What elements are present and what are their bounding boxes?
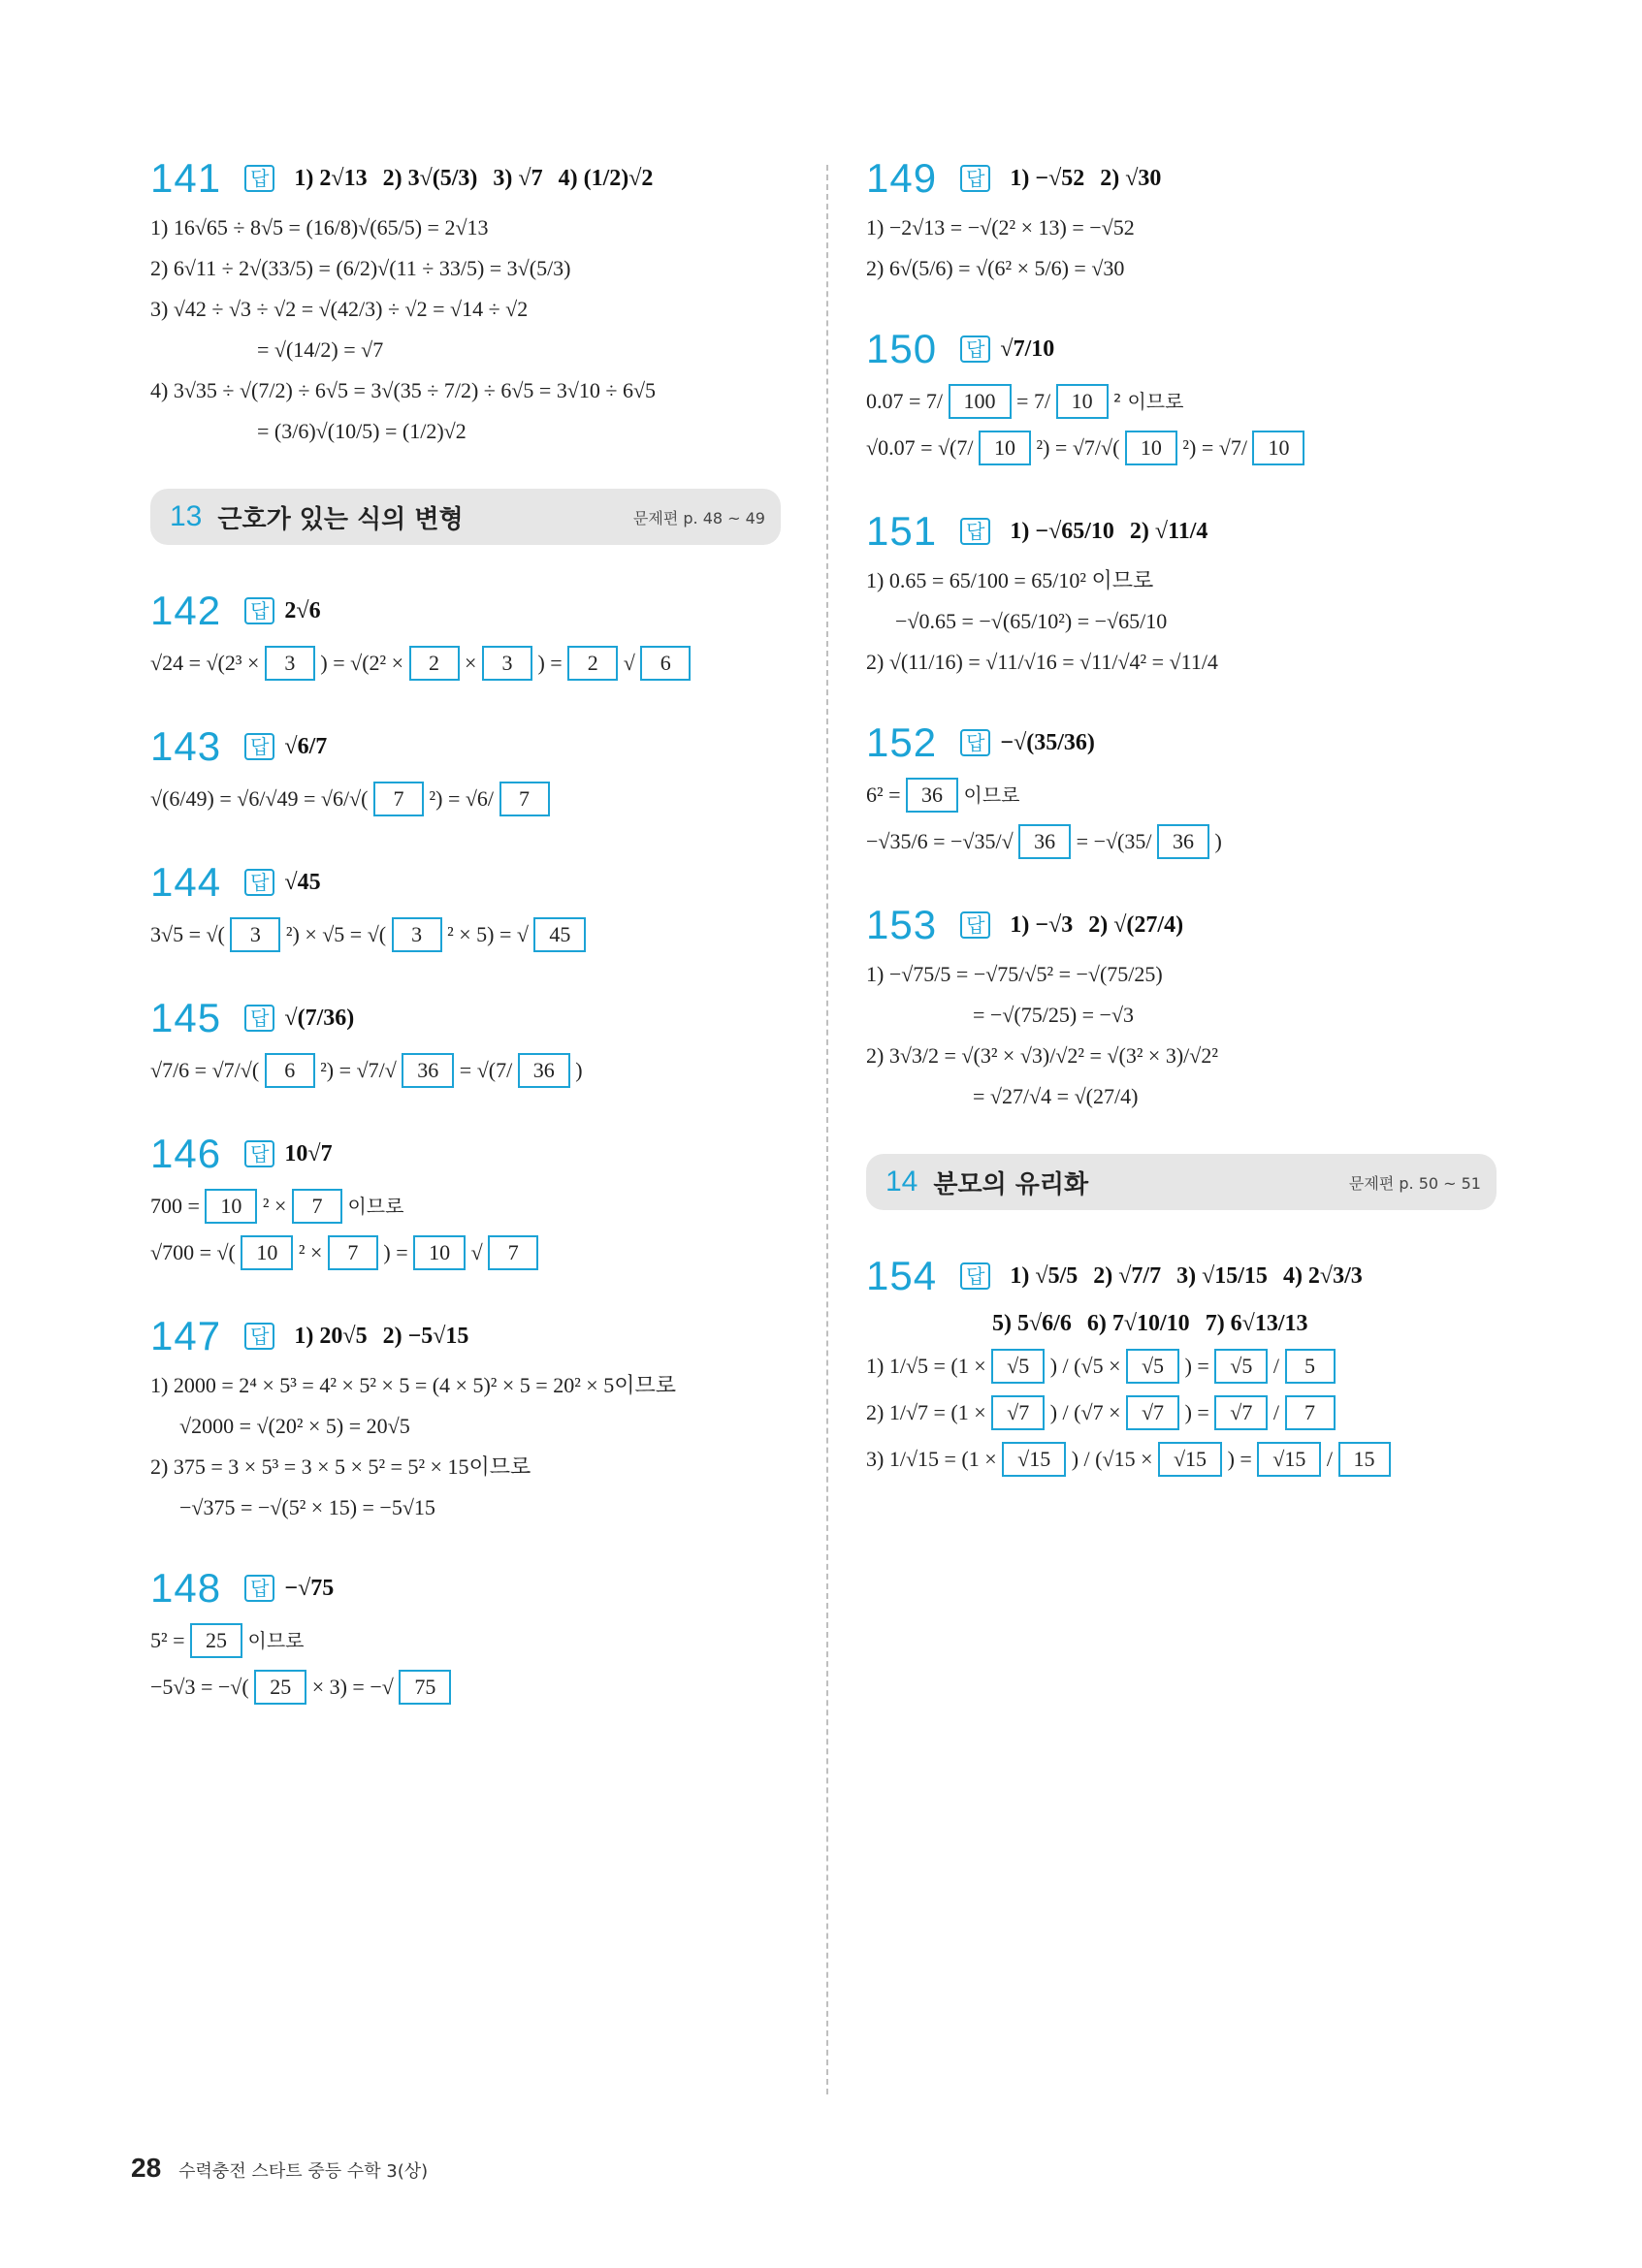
answer: 1) −√52 2) √30: [1010, 165, 1162, 191]
blank-box: √7: [991, 1395, 1045, 1430]
problem-147: [150, 1313, 781, 1522]
solution-line: 1) 16√65 ÷ 8√5 = (16/8)√(65/5) = 2√13: [150, 215, 489, 240]
answer-badge: 답: [244, 869, 274, 896]
solution-line: 1) −2√13 = −√(2² × 13) = −√52: [866, 215, 1135, 240]
blank-box: 7: [499, 782, 550, 816]
column-divider: [826, 165, 828, 2094]
solution-line: = −√(75/25) = −√3: [973, 1003, 1135, 1027]
blank-box: √15: [1257, 1442, 1321, 1477]
blank-box: 36: [1018, 824, 1071, 859]
answer-badge: 답: [960, 911, 990, 939]
problem-142: [150, 588, 781, 681]
answer: 1) −√3 2) √(27/4): [1010, 911, 1184, 938]
problem-number: 151: [866, 508, 938, 554]
page-footer: [131, 2153, 428, 2184]
solution-line: −√375 = −√(5² × 15) = −5√15: [179, 1495, 435, 1519]
solution-line: 3√5 = √( 3 ²) × √5 = √( 3 ² × 5) = √ 45: [150, 917, 781, 952]
blank-box: 7: [328, 1235, 378, 1270]
answer: 1) 2√13 2) 3√(5/3) 3) √7 4) (1/2)√2: [294, 165, 654, 191]
problem-153: [866, 902, 1497, 1111]
solution-line: √7/6 = √7/√( 6 ²) = √7/√ 36 = √(7/ 36 ): [150, 1053, 781, 1088]
blank-box: 3: [482, 646, 532, 681]
solution-line: −√0.65 = −√(65/10²) = −√65/10: [895, 609, 1168, 633]
blank-box: 10: [979, 431, 1031, 465]
blank-box: 25: [254, 1670, 306, 1705]
answer: √45: [284, 869, 321, 895]
answer: 1) −√65/10 2) √11/4: [1010, 518, 1208, 544]
problem-146: [150, 1131, 781, 1270]
problem-number: 152: [866, 719, 938, 765]
solution-line: 1) 2000 = 2⁴ × 5³ = 4² × 5² × 5 = (4 × 5)² × 5 = 20² × 5이므로: [150, 1373, 676, 1397]
answer: √6/7: [284, 733, 328, 759]
left-column: [150, 155, 781, 1747]
blank-box: √5: [991, 1349, 1045, 1384]
blank-box: 45: [533, 917, 586, 952]
answer: −√(35/36): [1000, 729, 1095, 755]
solution-line: 2) 1/√7 = (1 × √7 ) / (√7 × √7 ) = √7 / 7: [866, 1395, 1497, 1430]
problem-154: [866, 1253, 1497, 1477]
solution-line: 1) 0.65 = 65/100 = 65/10² 이므로: [866, 568, 1154, 592]
blank-box: √5: [1214, 1349, 1268, 1384]
problem-number: 143: [150, 723, 222, 769]
blank-box: 10: [1056, 384, 1109, 419]
blank-box: 15: [1338, 1442, 1391, 1477]
solution-line: −√35/6 = −√35/√ 36 = −√(35/ 36 ): [866, 824, 1497, 859]
solution-line: 1) 1/√5 = (1 × √5 ) / (√5 × √5 ) = √5 / 5: [866, 1349, 1497, 1384]
blank-box: 10: [413, 1235, 466, 1270]
blank-box: 36: [906, 778, 958, 813]
solution-line: √24 = √(2³ × 3 ) = √(2² × 2 × 3 ) = 2 √ 6: [150, 646, 781, 681]
solution-line: = (3/6)√(10/5) = (1/2)√2: [257, 419, 467, 443]
solution-line: 0.07 = 7/ 100 = 7/ 10 ² 이므로: [866, 384, 1497, 419]
answer: −√75: [284, 1575, 335, 1601]
answer-badge: 답: [244, 1575, 274, 1602]
blank-box: 2: [409, 646, 460, 681]
section-title: 근호가 있는 식의 변형: [217, 504, 464, 534]
blank-box: 7: [1285, 1395, 1336, 1430]
solution-line: √0.07 = √(7/ 10 ²) = √7/√( 10 ²) = √7/ 10: [866, 431, 1497, 465]
section-number: 14: [885, 1166, 918, 1198]
problem-number: 146: [150, 1131, 222, 1176]
solution-line: 2) 6√(5/6) = √(6² × 5/6) = √30: [866, 256, 1125, 280]
blank-box: 3: [265, 646, 315, 681]
section-header-13: [150, 489, 781, 545]
answer: √(7/36): [284, 1005, 355, 1031]
blank-box: 7: [373, 782, 424, 816]
problem-148: [150, 1565, 781, 1705]
problem-number: 149: [866, 155, 938, 201]
problem-150: [866, 326, 1497, 465]
problem-number: 147: [150, 1313, 222, 1358]
answer: 1) √5/5 2) √7/7 3) √15/15 4) 2√3/3: [1010, 1262, 1363, 1289]
blank-box: √15: [1002, 1442, 1066, 1477]
problem-152: [866, 719, 1497, 859]
problem-144: [150, 859, 781, 952]
solution-line: 4) 3√35 ÷ √(7/2) ÷ 6√5 = 3√(35 ÷ 7/2) ÷ 6√5 = 3√10 ÷ 6√5: [150, 378, 657, 402]
solution-line: 700 = 10 ² × 7 이므로: [150, 1189, 781, 1224]
blank-box: 6: [265, 1053, 315, 1088]
blank-box: 2: [567, 646, 618, 681]
answer-badge: 답: [960, 518, 990, 545]
problem-141: [150, 155, 781, 446]
solution-line: 2) 6√11 ÷ 2√(33/5) = (6/2)√(11 ÷ 33/5) = 3√(5/3): [150, 256, 571, 280]
solution-line: = √27/√4 = √(27/4): [973, 1084, 1139, 1108]
solution-line: 1) −√75/5 = −√75/√5² = −√(75/25): [866, 962, 1163, 986]
blank-box: √15: [1158, 1442, 1222, 1477]
blank-box: 7: [488, 1235, 538, 1270]
solution-line: 3) √42 ÷ √3 ÷ √2 = √(42/3) ÷ √2 = √14 ÷ √2: [150, 297, 529, 321]
solution-line: 2) √(11/16) = √11/√16 = √11/√4² = √11/4: [866, 650, 1218, 674]
solution-line: 3) 1/√15 = (1 × √15 ) / (√15 × √15 ) = √15 / 15: [866, 1442, 1497, 1477]
problem-number: 141: [150, 155, 222, 201]
problem-151: [866, 508, 1497, 677]
answer-badge: 답: [244, 733, 274, 760]
blank-box: 10: [1252, 431, 1304, 465]
blank-box: √7: [1214, 1395, 1268, 1430]
blank-box: 36: [518, 1053, 570, 1088]
problem-143: [150, 723, 781, 816]
blank-box: √5: [1126, 1349, 1179, 1384]
blank-box: 36: [402, 1053, 454, 1088]
answer-badge: 답: [244, 1323, 274, 1350]
blank-box: 3: [230, 917, 280, 952]
solution-line: √700 = √( 10 ² × 7 ) = 10 √ 7: [150, 1235, 781, 1270]
answer-badge: 답: [244, 597, 274, 624]
solution-line: −5√3 = −√( 25 × 3) = −√ 75: [150, 1670, 781, 1705]
blank-box: 75: [399, 1670, 451, 1705]
answer-badge: 답: [960, 335, 990, 363]
blank-box: 10: [1125, 431, 1177, 465]
blank-box: 5: [1285, 1349, 1336, 1384]
problem-number: 148: [150, 1565, 222, 1611]
book-title: 수력충전 스타트 중등 수학 3(상): [178, 2161, 429, 2182]
blank-box: 10: [205, 1189, 257, 1224]
problem-number: 144: [150, 859, 222, 905]
solution-line: 6² = 36 이므로: [866, 778, 1497, 813]
blank-box: 10: [241, 1235, 293, 1270]
answer-badge: 답: [960, 729, 990, 756]
problem-number: 154: [866, 1253, 938, 1298]
answer: 1) 20√5 2) −5√15: [294, 1323, 469, 1349]
answer: √7/10: [1000, 335, 1055, 362]
answer: 10√7: [284, 1140, 333, 1166]
blank-box: 3: [392, 917, 442, 952]
problem-number: 145: [150, 995, 222, 1040]
solution-line: 5² = 25 이므로: [150, 1623, 781, 1658]
solution-line: √2000 = √(20² × 5) = 20√5: [179, 1414, 410, 1438]
blank-box: √7: [1126, 1395, 1179, 1430]
solution-line: 2) 3√3/2 = √(3² × √3)/√2² = √(3² × 3)/√2²: [866, 1043, 1218, 1068]
section-title: 분모의 유리화: [933, 1169, 1089, 1199]
problem-number: 153: [866, 902, 938, 947]
solution-line: √(6/49) = √6/√49 = √6/√( 7 ²) = √6/ 7: [150, 782, 781, 816]
problem-number: 142: [150, 588, 222, 633]
problem-145: [150, 995, 781, 1088]
answer: 5) 5√6/6 6) 7√10/10 7) 6√13/13: [992, 1311, 1308, 1336]
right-column: [866, 155, 1497, 1519]
blank-box: 36: [1157, 824, 1209, 859]
answer-badge: 답: [244, 1005, 274, 1032]
section-page-ref: 문제편 p. 48 ~ 49: [632, 508, 765, 527]
page-number: 28: [131, 2153, 162, 2183]
section-header-14: [866, 1154, 1497, 1210]
solution-line: = √(14/2) = √7: [257, 337, 384, 362]
answer-badge: 답: [244, 165, 274, 192]
problem-149: [866, 155, 1497, 283]
blank-box: 25: [190, 1623, 242, 1658]
problem-number: 150: [866, 326, 938, 371]
answer-badge: 답: [960, 165, 990, 192]
blank-box: 7: [292, 1189, 342, 1224]
answer-badge: 답: [960, 1262, 990, 1290]
blank-box: 6: [640, 646, 691, 681]
answer: 2√6: [284, 597, 321, 623]
solution-line: 2) 375 = 3 × 5³ = 3 × 5 × 5² = 5² × 15이므로: [150, 1454, 531, 1479]
section-number: 13: [170, 500, 203, 532]
section-page-ref: 문제편 p. 50 ~ 51: [1348, 1173, 1481, 1193]
answer-badge: 답: [244, 1140, 274, 1167]
blank-box: 100: [949, 384, 1012, 419]
